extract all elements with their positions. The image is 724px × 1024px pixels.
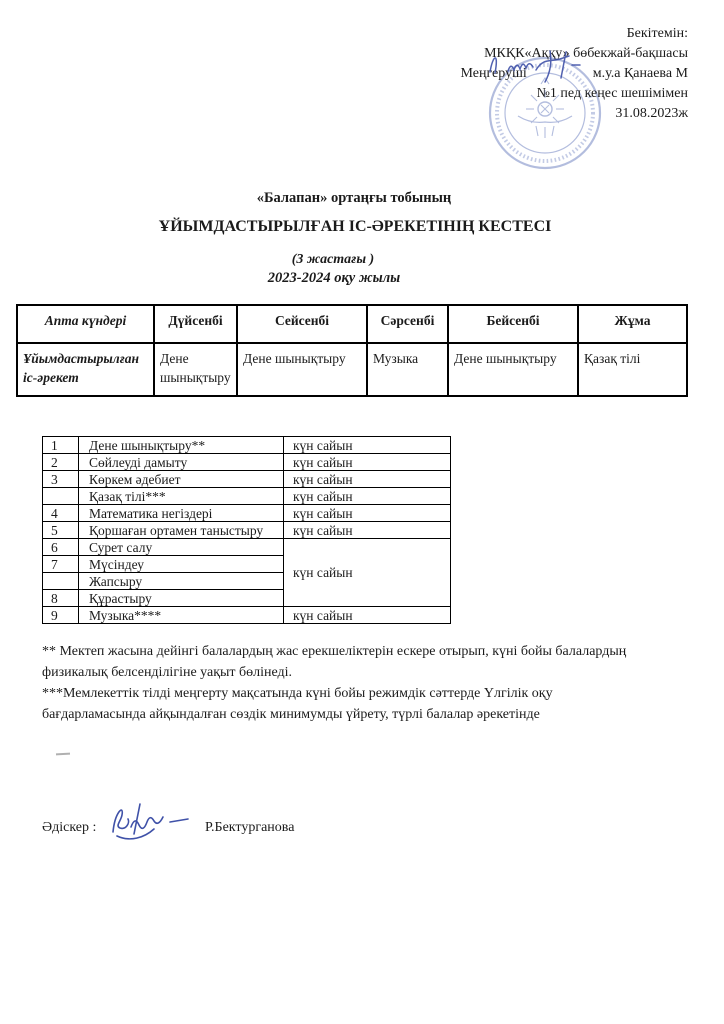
table-row: [43, 471, 451, 488]
footnote-line: ** Мектеп жасына дейінгі балалардың жас ерекшеліктерін ескере отырып, күні бойы балалардың: [42, 644, 627, 659]
activity-name: Сурет салу: [79, 539, 284, 556]
manager-line: [268, 64, 688, 84]
organization-name: МКҚК«Аққу» бөбекжай-бақшасы: [484, 46, 688, 61]
manager-signature-icon: [484, 46, 598, 86]
approval-label: Бекітемін:: [626, 26, 688, 41]
approval-date: 31.08.2023ж: [615, 106, 688, 121]
cell-thursday: Дене шынықтыру: [448, 343, 578, 396]
approval-block: [268, 24, 688, 124]
activity-name: Жапсыру: [79, 573, 284, 590]
activity-name: Қазақ тілі***: [79, 488, 284, 505]
activity-name: Дене шынықтыру**: [79, 437, 284, 454]
row-number: 9: [43, 607, 79, 624]
manager-name: м.у.а Қанаева М: [592, 66, 688, 81]
activity-frequency-merged: күн сайын: [284, 539, 451, 607]
activity-name: Құрастыру: [79, 590, 284, 607]
activity-frequency: күн сайын: [284, 437, 451, 454]
week-header-tuesday: Сейсенбі: [237, 305, 367, 343]
footnotes-block: [42, 641, 702, 725]
table-row: [43, 539, 451, 556]
cell-friday: Қазақ тілі: [578, 343, 687, 396]
table-row: [43, 607, 451, 624]
table-row: [43, 505, 451, 522]
activity-name: Қоршаған ортамен таныстыру: [79, 522, 284, 539]
week-header-monday: Дүйсенбі: [154, 305, 237, 343]
week-header-friday: Жұма: [578, 305, 687, 343]
week-header-row: [17, 305, 687, 343]
table-row: [43, 488, 451, 505]
methodologist-label: Әдіскер :: [42, 820, 97, 835]
week-header-days: Апта күндері: [17, 305, 154, 343]
manager-label: Меңгеруші: [460, 66, 527, 81]
group-title: «Балапан» ортаңғы тобының: [256, 190, 452, 206]
methodologist-signature-icon: [100, 796, 200, 846]
council-decision: №1 пед кеңес шешімімен: [536, 86, 688, 101]
school-year-subtitle: 2023-2024 оқу жылы: [267, 270, 401, 286]
table-row: [43, 437, 451, 454]
row-number: 8: [43, 590, 79, 607]
week-header-thursday: Бейсенбі: [448, 305, 578, 343]
footnote-line: ***Мемлекеттік тілді меңгерту мақсатында күні бойы режимдік сәттерде Үлгілік оқу: [42, 686, 553, 701]
weekly-schedule-table: [16, 304, 688, 397]
week-header-wednesday: Сәрсенбі: [367, 305, 448, 343]
cell-wednesday: Музыка: [367, 343, 448, 396]
stray-scan-mark: [56, 753, 70, 756]
row-number: [43, 488, 79, 505]
activity-name: Мүсіндеу: [79, 556, 284, 573]
week-row-label: Ұйымдастырылған іс-әрекет: [17, 343, 154, 396]
activity-name: Сөйлеуді дамыту: [79, 454, 284, 471]
activity-frequency: күн сайын: [284, 505, 451, 522]
row-number: 5: [43, 522, 79, 539]
activity-frequency: күн сайын: [284, 522, 451, 539]
row-number: 2: [43, 454, 79, 471]
activity-name: Математика негіздері: [79, 505, 284, 522]
age-subtitle: (3 жастағы ): [291, 252, 375, 267]
activity-name: Көркем әдебиет: [79, 471, 284, 488]
activity-frequency: күн сайын: [284, 471, 451, 488]
row-number: 1: [43, 437, 79, 454]
cell-monday: Дене шынықтыру: [154, 343, 237, 396]
table-row: [43, 522, 451, 539]
footnote-line: бағдарламасында айқындалған сөздік минимумды үйрету, түрлі балалар әрекетінде: [42, 707, 540, 722]
methodologist-name: Р.Бектурганова: [205, 820, 295, 835]
activities-table: [42, 436, 451, 624]
table-row: [43, 454, 451, 471]
activity-name: Музыка****: [79, 607, 284, 624]
row-number: 4: [43, 505, 79, 522]
row-number: 6: [43, 539, 79, 556]
week-data-row: [17, 343, 687, 396]
footnote-line: физикалық белсенділігіне уақыт бөлінеді.: [42, 665, 293, 680]
row-number: 7: [43, 556, 79, 573]
main-title: ҰЙЫМДАСТЫРЫЛҒАН ІС-ӘРЕКЕТІНІҢ КЕСТЕСІ: [158, 218, 552, 235]
row-number: [43, 573, 79, 590]
activity-frequency: күн сайын: [284, 488, 451, 505]
cell-tuesday: Дене шынықтыру: [237, 343, 367, 396]
row-number: 3: [43, 471, 79, 488]
activity-frequency: күн сайын: [284, 454, 451, 471]
activity-frequency: күн сайын: [284, 607, 451, 624]
